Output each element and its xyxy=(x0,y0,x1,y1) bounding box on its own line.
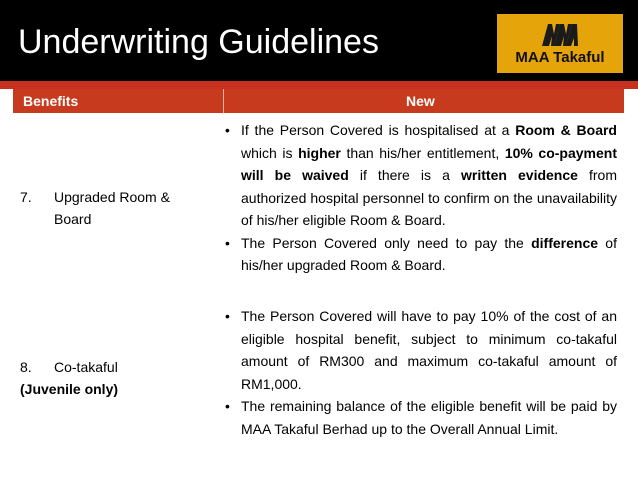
new-cell-upgraded-room xyxy=(225,119,617,277)
slide-header xyxy=(0,0,638,81)
bullet-text: The Person Covered only need to pay the xyxy=(241,234,532,251)
bullet-text: from authorized hospital personnel to confirm on the unavailability of his/her eligible Room & Board. xyxy=(241,167,618,228)
bullet-text: of his/her upgraded Room & Board. xyxy=(241,234,617,273)
benefit-label: Co-takaful xyxy=(54,359,118,375)
logo-text: MAA Takaful xyxy=(515,49,605,66)
bullet-dot-icon: • xyxy=(225,398,230,414)
bullet-text: than his/her entitlement, xyxy=(340,144,505,161)
benefit-label-continued: Board xyxy=(54,211,92,227)
bullet-dot-icon: • xyxy=(225,122,230,138)
benefit-label: Upgraded Room & xyxy=(54,189,170,205)
bullet-item xyxy=(225,119,617,232)
bullet-text: The remaining balance of the eligible benefit will be paid by MAA Takaful Berhad up to the Overall Annual Limit. xyxy=(241,398,617,437)
slide-title: Underwriting Guidelines xyxy=(18,23,379,61)
bullet-text: if there is a xyxy=(348,167,462,183)
new-cell-co-takaful xyxy=(225,305,617,440)
benefit-cell-upgraded-room xyxy=(20,186,170,230)
benefit-note: (Juvenile only) xyxy=(20,381,119,397)
bullet-text-bold: higher xyxy=(298,144,341,161)
bullet-item xyxy=(225,395,617,440)
bullet-text-bold: written evidence xyxy=(461,167,578,183)
column-header-new: New xyxy=(406,93,435,109)
bullet-dot-icon: • xyxy=(225,234,230,251)
column-divider xyxy=(223,89,224,113)
bullet-text: which is xyxy=(241,144,299,161)
benefit-number: 7. xyxy=(20,189,32,205)
header-accent-bar xyxy=(0,81,638,89)
bullet-text-bold: difference xyxy=(531,234,599,251)
bullet-text-bold: 10% co-payment will be waived xyxy=(241,144,618,183)
bullet-item xyxy=(225,232,617,277)
bullet-text: The Person Covered will have to pay 10% of the cost of an eligible hospital benefit, subject to minimum co-takaful amount of RM300 and maximum co-takaful amount of RM1,000. xyxy=(241,308,617,392)
maa-takaful-logo xyxy=(497,14,623,73)
bullet-text: If the Person Covered is hospitalised at a xyxy=(241,122,516,138)
benefit-cell-co-takaful xyxy=(20,356,118,400)
table-header xyxy=(13,89,624,113)
maa-emblem-icon xyxy=(540,20,580,48)
benefit-number: 8. xyxy=(20,359,32,375)
column-header-benefits: Benefits xyxy=(23,93,79,109)
bullet-dot-icon: • xyxy=(225,308,230,324)
bullet-item xyxy=(225,305,617,395)
bullet-text-bold: Room & Board xyxy=(515,122,617,138)
